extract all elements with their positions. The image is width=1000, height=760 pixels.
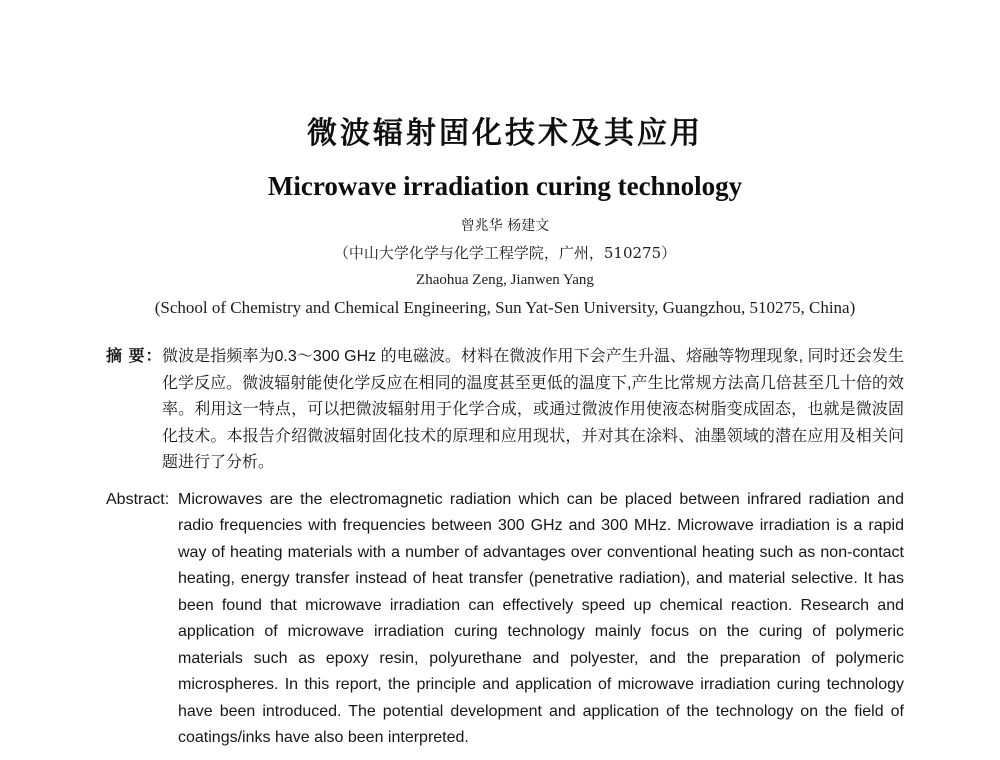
abstract-zh-label: 摘 要：: [106, 348, 163, 366]
abstract-en-label: Abstract:: [106, 490, 170, 508]
affiliation-en: (School of Chemistry and Chemical Engineering, Sun Yat-Sen University, Guangzhou, 510275, China): [154, 297, 856, 317]
paper-title-zh: 微波辐射固化技术及其应用: [307, 116, 703, 151]
authors-zh: 曾兆华 杨建文: [460, 218, 550, 235]
authors-en: Zhaohua Zeng, Jianwen Yang: [416, 272, 594, 289]
abstract-en-section: [106, 487, 904, 752]
affiliation-zh: （中山大学化学与化学工程学院，广州，510275）: [333, 243, 677, 262]
abstract-en-text: Microwaves are the electromagnetic radiation which can be placed between infrared radiation and radio frequencies with frequencies between 300 GHz and 300 MHz. Microwave irradiation is a rapid way of heating materials with a number of advantages over conventional heating such as non-contact heating, energy transfer instead of heat transfer (penetrative radiation), and material selective. It has been found that microwave irradiation can effectively speed up chemical reaction. Research and application of microwave irradiation curing technology mainly focus on the curing of polymeric materials such as epoxy resin, polyurethane and polyester, and the preparation of polymeric microspheres. In this report, the principle and application of microwave irradiation curing technology have been introduced. The potential development and application of the technology on the field of coatings/inks have also been interpreted.: [178, 490, 904, 747]
abstract-zh-text: 微波是指频率为0.3～300 GHz 的电磁波。材料在微波作用下会产生升温、熔融等物理现象, 同时还会发生化学反应。微波辐射能使化学反应在相同的温度甚至更低的温度下,产生比常规方法高几倍甚至几十倍的效率。利用这一特点，可以把微波辐射用于化学合成，或通过微波作用使液态树脂变成固态，也就是微波固化技术。本报告介绍微波辐射固化技术的原理和应用现状，并对其在涂料、油墨领域的潜在应用及相关问题进行了分析。: [162, 348, 904, 472]
paper-title-en: Microwave irradiation curing technology: [267, 171, 743, 201]
abstract-zh-section: [106, 344, 904, 477]
